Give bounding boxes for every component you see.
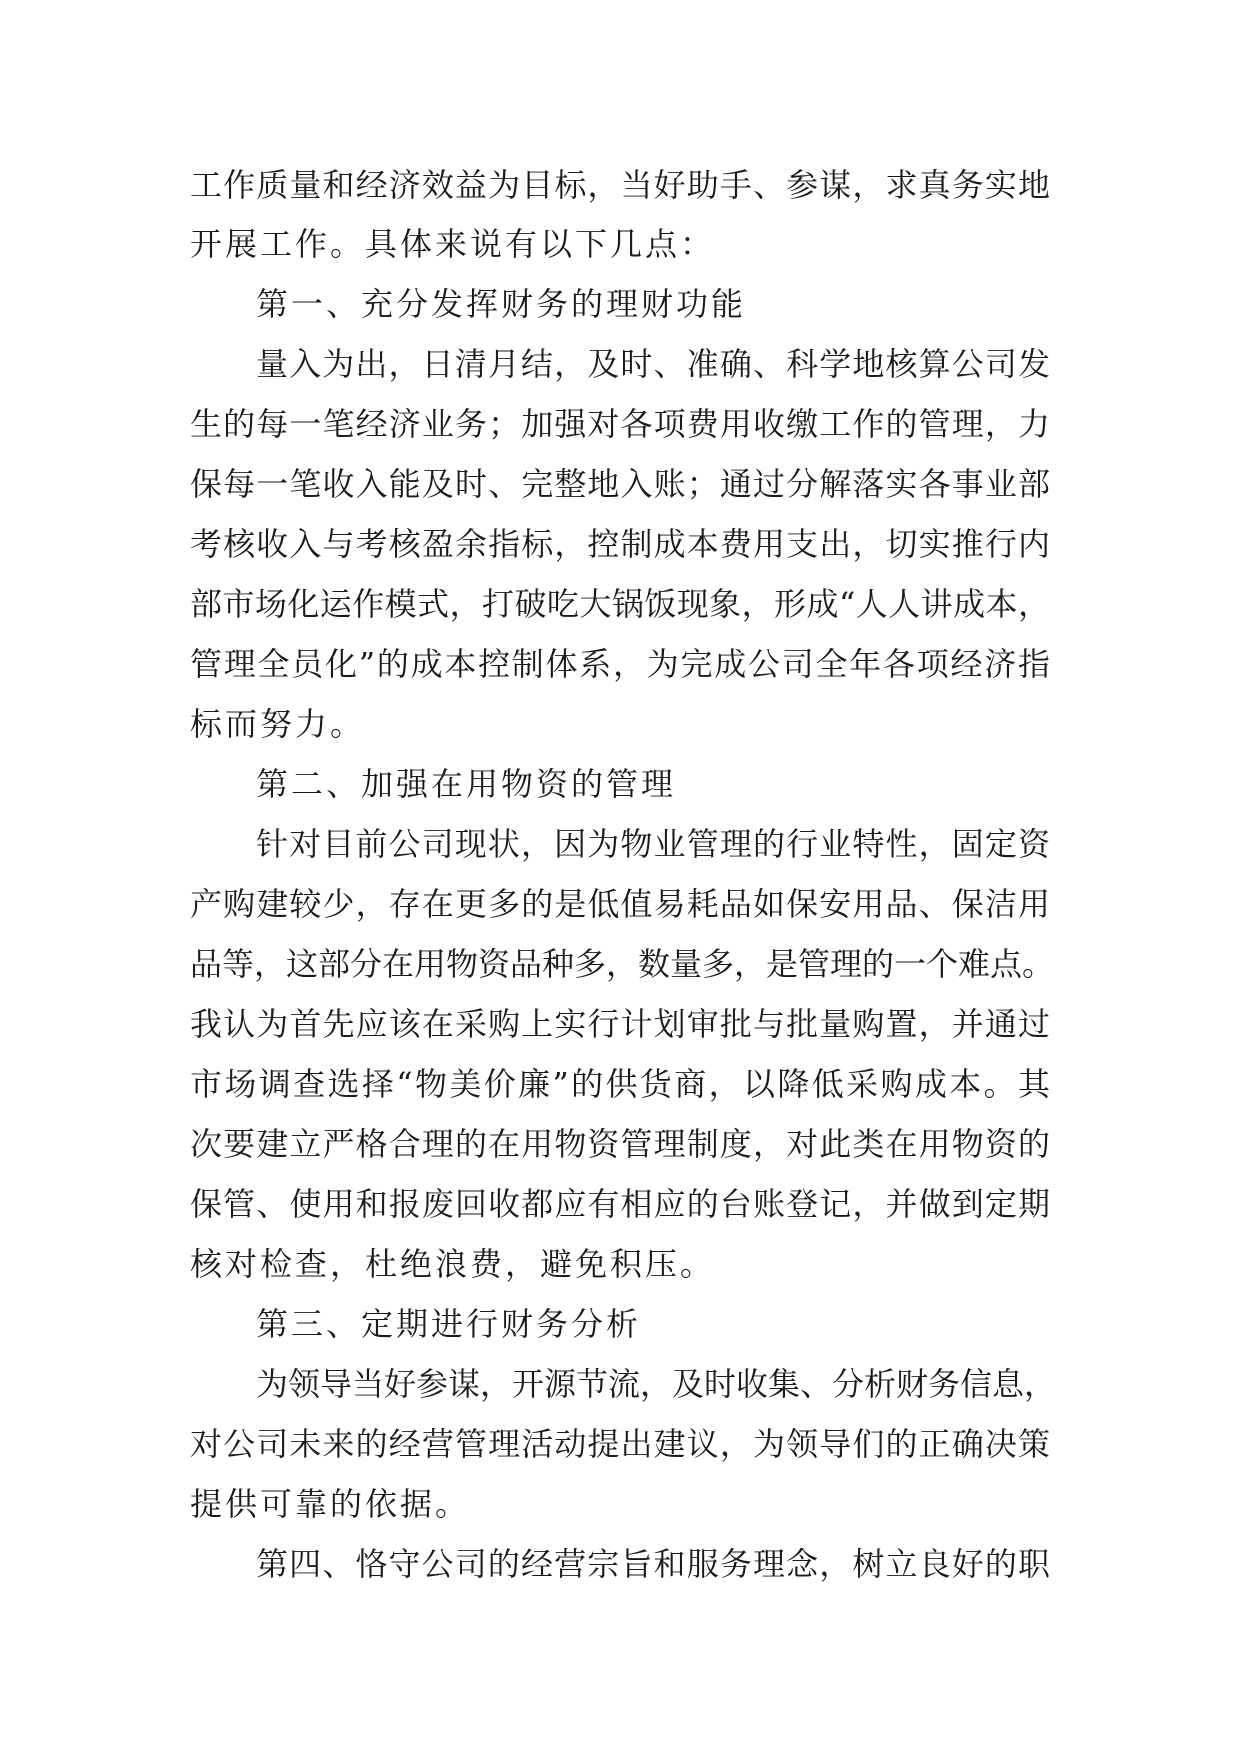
paragraph-line: 标而努力。 <box>190 705 366 743</box>
paragraph-line: 管理全员化”的成本控制体系，为完成公司全年各项经济指 <box>190 645 1050 683</box>
paragraph-line: 品等，这部分在用物资品种多，数量多，是管理的一个难点。 <box>190 945 1055 983</box>
section-heading-3: 第三、定期进行财务分析 <box>256 1305 642 1343</box>
paragraph-line: 工作质量和经济效益为目标，当好助手、参谋，求真务实地 <box>190 166 1050 204</box>
paragraph-line: 提供可靠的依据。 <box>190 1485 471 1523</box>
paragraph-line: 对公司未来的经营管理活动提出建议，为领导们的正确决策 <box>190 1425 1050 1463</box>
paragraph-line: 核对检查，杜绝浪费，避免积压。 <box>190 1245 716 1283</box>
paragraph-line: 市场调查选择“物美价廉”的供货商，以降低采购成本。其 <box>190 1065 1050 1103</box>
paragraph-line: 产购建较少，存在更多的是低值易耗品如保安用品、保洁用 <box>190 885 1050 923</box>
paragraph-line: 保每一笔收入能及时、完整地入账；通过分解落实各事业部 <box>190 465 1050 503</box>
paragraph-line: 针对目前公司现状，因为物业管理的行业特性，固定资 <box>256 825 1050 863</box>
section-heading-2: 第二、加强在用物资的管理 <box>256 765 677 803</box>
section-heading-4: 第四、恪守公司的经营宗旨和服务理念，树立良好的职 <box>256 1545 1050 1583</box>
paragraph-line: 考核收入与考核盈余指标，控制成本费用支出，切实推行内 <box>190 525 1050 563</box>
paragraph-line: 开展工作。具体来说有以下几点： <box>190 225 716 263</box>
paragraph-line: 保管、使用和报废回收都应有相应的台账登记，并做到定期 <box>190 1185 1050 1223</box>
paragraph-line: 生的每一笔经济业务；加强对各项费用收缴工作的管理，力 <box>190 405 1050 443</box>
paragraph-line: 次要建立严格合理的在用物资管理制度，对此类在用物资的 <box>190 1125 1050 1163</box>
paragraph-line: 为领导当好参谋，开源节流，及时收集、分析财务信息， <box>256 1365 1057 1403</box>
paragraph-line: 量入为出，日清月结，及时、准确、科学地核算公司发 <box>256 345 1050 383</box>
paragraph-line: 我认为首先应该在采购上实行计划审批与批量购置，并通过 <box>190 1005 1050 1043</box>
paragraph-line: 部市场化运作模式，打破吃大锅饭现象，形成“人人讲成本， <box>190 585 1050 623</box>
section-heading-1: 第一、充分发挥财务的理财功能 <box>256 285 747 323</box>
